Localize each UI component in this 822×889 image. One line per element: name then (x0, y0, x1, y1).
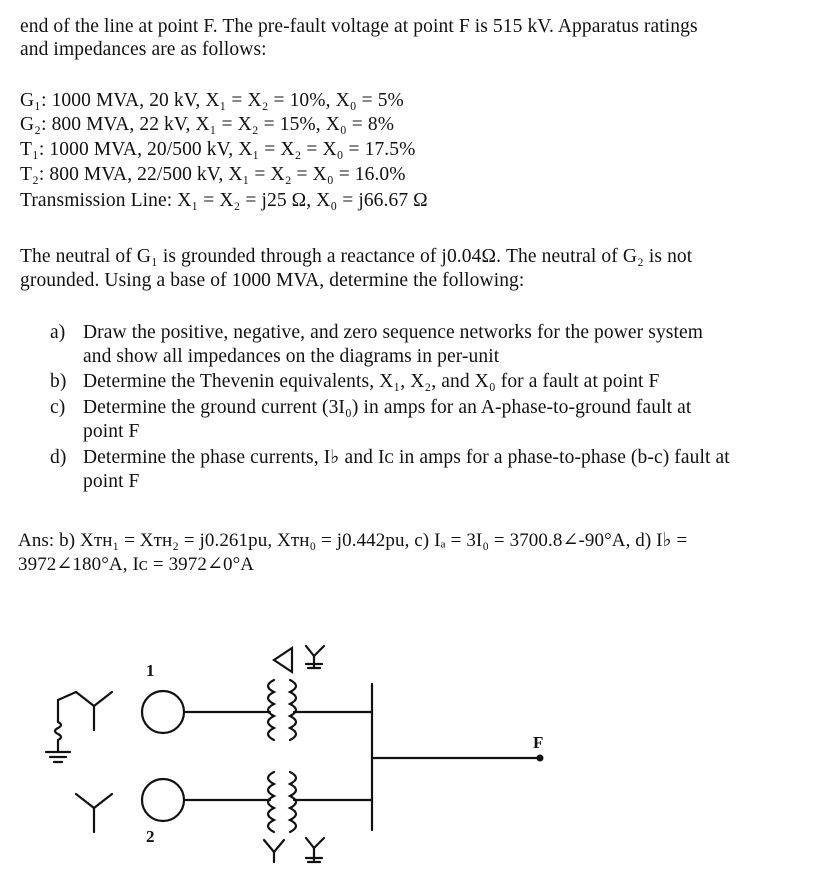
item-d-cont: point F (83, 471, 140, 492)
generator-2-wye-symbol (76, 794, 112, 832)
neutral-line-1: The neutral of G₁ is grounded through a reactance of j0.04Ω. The neutral of G₂ is not (20, 246, 693, 267)
intro-line-2: and impedances are as follows: (20, 39, 267, 60)
fault-label: F (533, 733, 544, 752)
answer-line-2: 3972∠180°A, Iᴄ = 3972∠0°A (18, 554, 255, 575)
ground-reactor-icon (46, 692, 76, 762)
generator-1-wye-symbol (76, 692, 112, 730)
rating-t2: T₂: 800 MVA, 22/500 kV, X₁ = X₂ = X₀ = 16.0% (20, 164, 406, 185)
generator-2-circle (142, 779, 184, 821)
item-a (50, 321, 703, 345)
transformer-2-wye-icons (264, 838, 324, 862)
transformer-2-icon (268, 772, 296, 832)
item-marker: a) (50, 322, 66, 343)
delta-winding-icon (274, 648, 292, 672)
intro-line-1: end of the line at point F. The pre-fault voltage at point F is 515 kV. Apparatus ratings (20, 16, 698, 37)
item-d (50, 446, 730, 470)
fault-point-marker (537, 755, 544, 762)
item-a-cont: and show all impedances on the diagrams in per-unit (83, 346, 500, 367)
generator-2-label: 2 (146, 827, 155, 846)
generator-1-circle (142, 691, 184, 733)
rating-t1: T₁: 1000 MVA, 20/500 kV, X₁ = X₂ = X₀ = 17.5% (20, 139, 416, 160)
answer-line-1: Ans: b) Xᴛʜ₁ = Xᴛʜ₂ = j0.261pu, Xᴛʜ₀ = j0.442pu, c) Iₐ = 3I₀ = 3700.8∠-90°A, d) I♭ = (18, 530, 688, 551)
item-marker: c) (50, 397, 66, 418)
item-marker: b) (50, 371, 67, 392)
item-b (50, 370, 659, 394)
item-marker: d) (50, 447, 67, 468)
item-text: Draw the positive, negative, and zero sequence networks for the power system (83, 322, 704, 343)
generator-1-label: 1 (146, 661, 155, 680)
item-text: Determine the ground current (3I₀) in amps for an A-phase-to-ground fault at (83, 397, 692, 418)
item-c (50, 396, 691, 420)
rating-line: Transmission Line: X₁ = X₂ = j25 Ω, X₀ = j66.67 Ω (20, 190, 428, 211)
wye-winding-icon (306, 646, 324, 668)
item-text: Determine the phase currents, I♭ and Iᴄ in amps for a phase-to-phase (b-c) fault at (83, 447, 730, 468)
one-line-diagram (0, 620, 822, 889)
transformer-1-icon (268, 680, 296, 740)
rating-g2: G₂: 800 MVA, 22 kV, X₁ = X₂ = 15%, X₀ = 8% (20, 114, 395, 135)
rating-g1: G₁: 1000 MVA, 20 kV, X₁ = X₂ = 10%, X₀ = 5% (20, 90, 404, 111)
item-text: Determine the Thevenin equivalents, X₁, X₂, and X₀ for a fault at point F (83, 371, 660, 392)
neutral-line-2: grounded. Using a base of 1000 MVA, determine the following: (20, 270, 525, 291)
item-c-cont: point F (83, 421, 140, 442)
